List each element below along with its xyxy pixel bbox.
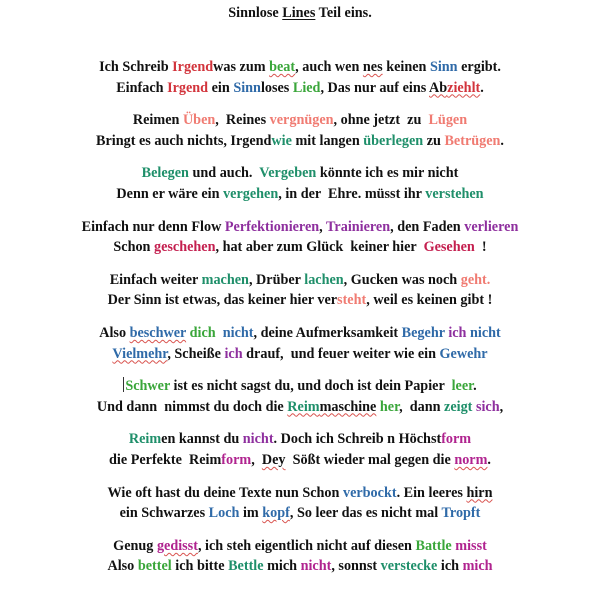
highlighted-word: Sinn [233,79,261,96]
text-segment: ein [208,79,234,96]
text-segment: Und dann nimmst du doch die [96,398,288,415]
text-segment: , Scheiße [167,345,225,362]
misspelled-word: hirn [466,484,493,501]
text-segment: Der Sinn ist etwas, das keiner hier [107,292,318,309]
text-segment: Also [107,558,138,575]
highlighted-word: Vergeben [259,165,317,182]
poem-line [0,79,600,97]
highlighted-word: misst [455,537,487,554]
text-segment: Genug [113,537,157,554]
text-segment: Lines [282,5,316,21]
highlighted-word: ich [448,325,467,341]
text-segment: ergibt. [457,59,501,75]
misspelled-word: ziehlt [447,79,481,96]
highlighted-word: Battle [415,537,452,554]
misspelled-word: Reim [287,398,320,415]
highlighted-word: bettel [137,558,172,575]
misspelled-word: Vielmehr [112,345,168,362]
misspelled-word: maschine [319,398,377,415]
text-segment: en kannst du [161,431,243,448]
text-segment: ! [474,239,487,256]
poem-line [0,271,600,289]
text-segment: . [500,132,504,149]
text-segment: Reimen [132,112,183,129]
text-segment: die Perfekte Reim [109,451,222,468]
text-segment: , dann [399,398,445,415]
text-segment: , Das nur auf eins [320,79,429,96]
text-segment: , auch wen [295,59,363,75]
highlighted-word: nicht [222,325,254,341]
highlighted-word: Reim [128,431,162,448]
text-segment: Sinnlose [228,5,283,21]
misspelled-word: norm [454,451,488,468]
poem-line [0,377,600,395]
highlighted-word: verstehen [425,185,484,202]
highlighted-word: Sinn [429,59,458,75]
highlighted-word: steht [337,292,367,309]
highlighted-word: Bettle [228,558,264,575]
highlighted-word: verbockt [342,484,397,501]
highlighted-word: Lied [292,79,321,96]
text-segment: was zum [213,59,270,75]
highlighted-word: machen [201,271,249,288]
highlighted-word: zeigt [444,398,473,415]
text-segment: drauf, und feuer weiter wie ein [242,345,440,362]
text-segment: ver [317,292,338,309]
poem-line [0,324,600,342]
poem-title [0,4,600,22]
text-segment: , [319,218,327,235]
highlighted-word: Gewehr [439,345,488,362]
poem-line [0,218,600,236]
highlighted-word: lachen [304,271,344,288]
misspelled-word: gedisst [156,537,198,554]
text-segment: zu [423,132,445,149]
text-segment: Bringt es auch nichts, Irgend [96,132,272,149]
highlighted-word: wie [271,132,292,149]
text-segment: , [499,398,504,415]
poem-line [0,398,600,416]
text-segment: mit langen [291,132,364,149]
text-segment: im [239,505,263,522]
text-segment: ist es nicht sagst du, und doch ist dein Papier [170,378,452,395]
text-segment: Sößt wieder mal gegen die [285,451,455,468]
highlighted-word: Perfektionieren [224,218,320,235]
highlighted-word: ich [224,345,243,362]
text-segment: , Reines [215,112,270,129]
highlighted-word: verstecke [380,558,438,575]
highlighted-word: Trainieren [326,218,391,235]
misspelled-word: Dey [261,451,286,468]
highlighted-word: Belegen [141,165,189,182]
highlighted-word: Betrügen [444,132,501,149]
text-segment: ich [437,558,463,575]
highlighted-word: Üben [182,112,216,129]
text-segment: ein Schwarzes [119,505,209,522]
poem-line [0,291,600,309]
text-segment: . [487,451,491,468]
highlighted-word: form [441,431,472,448]
text-segment: Einfach nur denn Flow [81,218,225,235]
highlighted-word: geht. [460,271,491,288]
text-segment: und auch. [188,165,260,182]
highlighted-word: her [379,398,400,415]
highlighted-word: Schwer [125,378,170,395]
text-segment: , den Faden [390,218,465,235]
highlighted-word: nicht [300,558,332,575]
highlighted-word: leer [451,378,474,395]
text-segment: Schon [113,239,154,256]
highlighted-word: geschehen [153,239,216,256]
text-segment: Denn er wäre ein [116,185,224,202]
highlighted-word: vergnügen [269,112,334,129]
text-segment: ich bitte [171,558,229,575]
text-segment: , So leer das es nicht mal [289,505,442,522]
text-segment: , Gucken was noch [343,271,461,288]
highlighted-word: verlieren [464,218,519,235]
text-segment: , [251,451,262,468]
highlighted-word: Tropft [441,505,481,522]
highlighted-word: überlegen [363,132,424,149]
misspelled-word: beschwer [129,325,187,341]
highlighted-word: Lügen [428,112,468,129]
text-segment: könnte ich es mir nicht [316,165,459,182]
misspelled-word: nes [362,59,383,75]
poem-line [0,557,600,575]
poem-line [0,111,600,129]
highlighted-word: nicht [470,325,501,341]
text-segment: Wie oft hast du deine Texte nun Schon [107,484,343,501]
highlighted-word: Gesehen [423,239,475,256]
text-segment: , sonnst [331,558,381,575]
highlighted-word: form [221,451,252,468]
misspelled-word: Ab [429,79,448,96]
text-segment: Ich Schreib [99,59,173,75]
text-segment: keinen [382,59,430,75]
text-segment: Einfach [116,79,168,96]
highlighted-word: mich [462,558,493,575]
poem-line [0,537,600,555]
poem-line [0,451,600,469]
text-segment: , ohne jetzt zu [333,112,429,129]
text-segment: , in der Ehre. müsst ihr [278,185,426,202]
highlighted-word: Loch [208,505,240,522]
misspelled-word: kopf [262,505,290,522]
poem-line [0,58,600,76]
poem-line [0,132,600,150]
highlighted-word: Begehr [401,325,445,341]
highlighted-word: Irgend [172,59,214,75]
highlighted-word: vergehen [223,185,279,202]
poem-line [0,504,600,522]
text-segment: . Doch ich Schreib n Höchst [273,431,442,448]
text-segment: . [473,378,477,395]
poem-line [0,430,600,448]
text-segment: Also [99,325,130,341]
text-segment: loses [260,79,293,96]
text-segment: , Drüber [248,271,305,288]
text-segment: , ich steh eigentlich nicht auf diesen [197,537,416,554]
text-segment: , hat aber zum Glück keiner hier [215,239,424,256]
poem-line [0,345,600,363]
highlighted-word: dich [189,325,216,341]
text-segment: mich [263,558,301,575]
text-segment: Teil eins. [315,5,372,21]
poem-line [0,484,600,502]
poem-line [0,238,600,256]
text-segment: , deine Aufmerksamkeit [253,325,402,341]
poem-line [0,185,600,203]
text-segment: . [480,79,484,96]
highlighted-word: nicht [242,431,274,448]
text-segment: , weil es keinen gibt ! [366,292,493,309]
highlighted-word: sich [475,398,500,415]
text-segment [216,325,223,341]
misspelled-word: beat [269,59,296,75]
poem-line [0,164,600,182]
text-segment: Einfach weiter [109,271,202,288]
highlighted-word: Irgend [167,79,209,96]
text-segment: . Ein leeres [396,484,467,501]
